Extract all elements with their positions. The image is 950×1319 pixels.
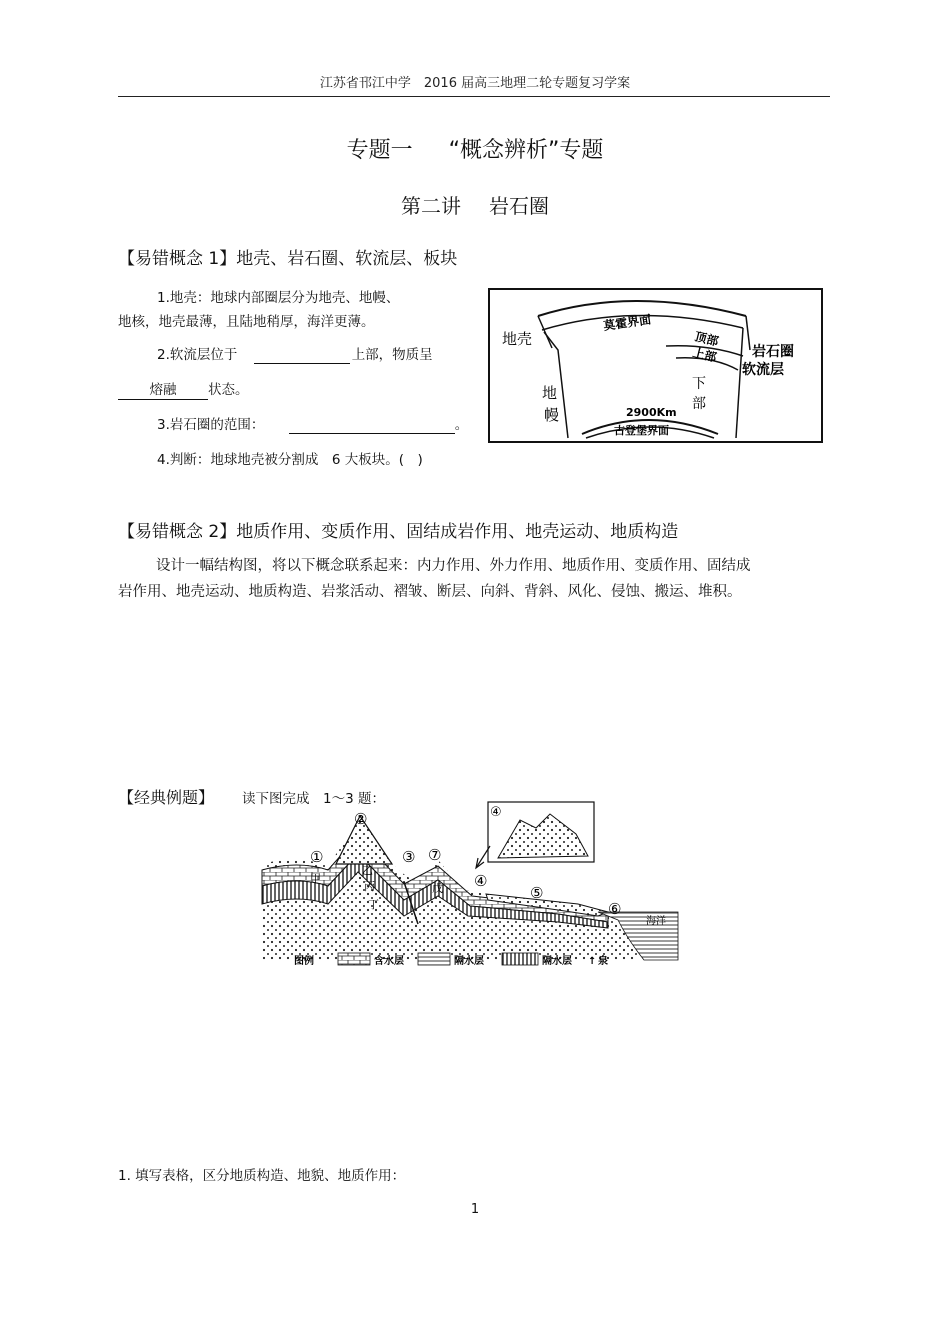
main-title [0, 133, 950, 164]
title-part1: 专题一 [346, 138, 413, 163]
concept1-item3 [157, 416, 468, 434]
marker-2: ② [354, 810, 368, 828]
label-moho: 莫霍界面 [602, 312, 652, 333]
label-depth: 2900Km [626, 406, 677, 419]
header-rule [118, 96, 830, 97]
label-yi: 乙 [362, 864, 373, 877]
item2-post: 上部，物质呈 [351, 347, 433, 363]
subtitle-part1: 第二讲 [401, 194, 461, 218]
label-bing: 丙 [364, 880, 375, 893]
state-answer[interactable]: 熔融 [118, 381, 208, 400]
legend-aquifer-swatch [338, 953, 370, 965]
legend-spring-icon: ↑ [588, 956, 597, 967]
concept1-item2-line2 [118, 381, 249, 400]
label-top: 顶部 [693, 329, 720, 349]
example-heading: 【经典例题】 [118, 788, 215, 807]
example-intro: 读下图完成 1～3 题： [242, 791, 385, 807]
concept1-item2-line1 [157, 346, 433, 364]
label-crust: 地壳 [502, 330, 533, 348]
lecture-title [0, 190, 950, 219]
legend-impermeable: 隔水层 [542, 956, 572, 967]
label-lithosphere: 岩石圈 [752, 344, 794, 360]
marker-1: ① [310, 848, 324, 866]
marker-6: ⑥ [608, 900, 622, 918]
title-part2: “概念辨析”专题 [448, 138, 604, 163]
asthenosphere-blank[interactable] [254, 348, 350, 364]
label-sea: 海洋 [646, 916, 666, 927]
lithosphere-range-blank[interactable] [289, 418, 455, 434]
legend-impermeable-swatch [502, 953, 538, 965]
inset-arrowhead [476, 858, 484, 868]
concept2-paragraph: 设计一幅结构图，将以下概念联系起来：内力作用、外力作用、地质作用、变质作用、固结成岩作用、地壳运动、地质构造、岩浆活动、褶皱、断层、向斜、背斜、风化、侵蚀、搬运、堆积。 [118, 558, 751, 600]
geologic-section-figure [258, 800, 680, 970]
item2-end: 状态。 [208, 382, 249, 398]
legend-title: 图例 [294, 956, 314, 967]
label-jia: 甲 [310, 872, 321, 885]
label-lower-2: 部 [692, 396, 706, 412]
earth-structure-figure [488, 288, 824, 444]
concept1-item1-line2: 地核，地壳最薄，且陆地稍厚，海洋更薄。 [118, 314, 375, 330]
label-upper: 上部 [691, 345, 718, 365]
label-ding: 丁 [368, 898, 379, 911]
legend-aquifer: 含水层 [374, 956, 404, 967]
label-gutenberg: 古登堡界面 [614, 424, 669, 437]
marker-4-inset: ④ [490, 805, 502, 820]
label-asthenosphere: 软流层 [742, 362, 784, 378]
legend-aquiclude-swatch [418, 953, 450, 965]
concept1-item4: 4.判断：地球地壳被分割成 6 大板块。( ) [157, 452, 423, 468]
subtitle-part2: 岩石圈 [489, 194, 549, 218]
question-1: 1. 填写表格，区分地质构造、地貌、地质作用： [118, 1168, 406, 1184]
marker-3: ③ [402, 848, 416, 866]
concept1-item1-line1: 1.地壳：地球内部圈层分为地壳、地幔、 [157, 290, 400, 306]
legend-aquiclude: 隔水层 [454, 956, 484, 967]
concept2-heading: 【易错概念 2】地质作用、变质作用、固结成岩作用、地壳运动、地质构造 [118, 522, 679, 542]
marker-7: ⑦ [428, 846, 442, 864]
label-mantle-2: 幔 [544, 406, 560, 424]
item2-pre: 2.软流层位于 [157, 347, 238, 363]
concept1-heading: 【易错概念 1】地壳、岩石圈、软流层、板块 [118, 249, 458, 269]
page-number: 1 [470, 1202, 480, 1217]
label-wu: 戊 [432, 882, 443, 895]
marker-5: ⑤ [530, 884, 544, 902]
item3-end: 。 [454, 417, 469, 433]
page-header: 江苏省邗江中学 2016 届高三地理二轮专题复习学案 [319, 76, 631, 91]
label-lower-1: 下 [692, 376, 706, 392]
marker-4: ④ [474, 872, 488, 890]
label-mantle-1: 地 [542, 384, 558, 402]
item3-pre: 3.岩石圈的范围： [157, 417, 265, 433]
legend-spring: 泉 [598, 956, 608, 967]
